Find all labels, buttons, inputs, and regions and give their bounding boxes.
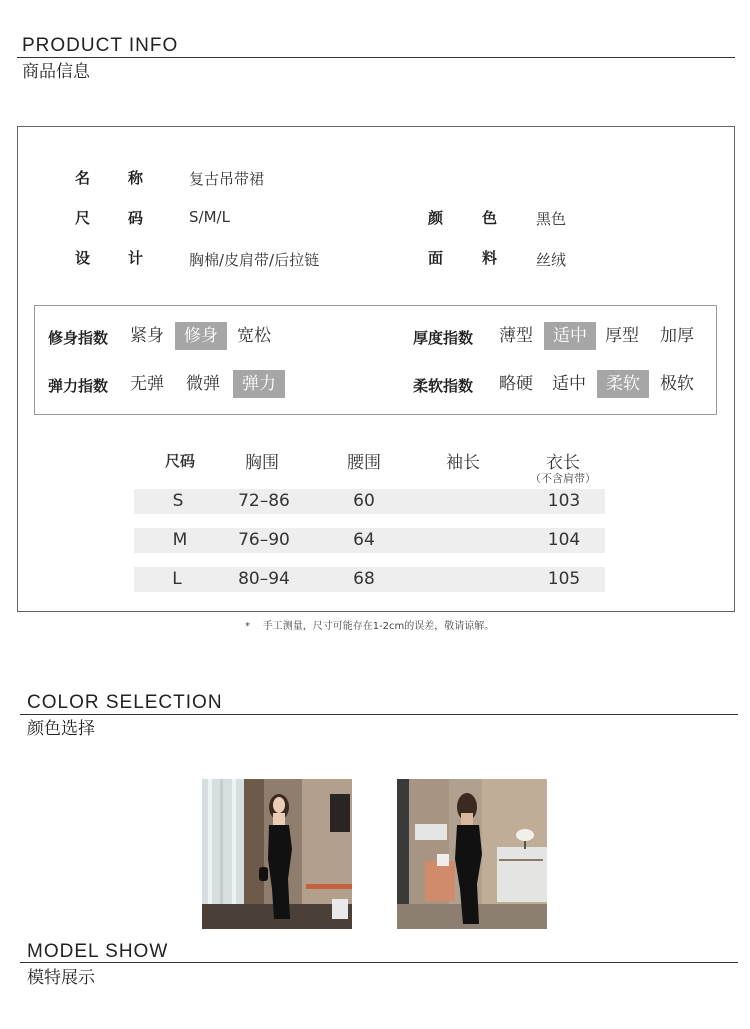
softness-option-selected: 柔软 — [597, 370, 649, 398]
fit-index-label: 修身指数 — [48, 329, 109, 347]
fit-option: 宽松 — [237, 326, 271, 346]
color-selection-title-cn: 颜色选择 — [27, 719, 95, 739]
softness-option: 极软 — [660, 374, 694, 394]
table-cell-size: M — [172, 530, 188, 550]
spec-size-key-1: 尺 — [75, 209, 91, 227]
spec-design-value: 胸棉/皮肩带/后拉链 — [189, 251, 320, 269]
spec-color-key-1: 颜 — [428, 209, 444, 227]
table-cell-length: 105 — [547, 569, 581, 589]
table-cell-chest: 72–86 — [238, 491, 290, 511]
model-show-title-cn: 模特展示 — [27, 968, 95, 988]
thickness-option: 厚型 — [605, 326, 639, 346]
product-info-divider — [17, 57, 735, 58]
size-table-header-size: 尺码 — [164, 452, 195, 470]
spec-fabric-key-2: 料 — [482, 249, 498, 267]
model-photo-1[interactable] — [202, 779, 352, 929]
model-show-title-en: MODEL SHOW — [27, 941, 169, 962]
thickness-option-selected: 适中 — [544, 322, 596, 350]
product-info-title-en: PRODUCT INFO — [22, 35, 179, 56]
table-cell-waist: 68 — [353, 569, 375, 589]
table-cell-waist: 60 — [353, 491, 375, 511]
stretch-option-selected: 弹力 — [233, 370, 285, 398]
table-cell-chest: 76–90 — [238, 530, 290, 550]
size-table-header-length: 衣长 — [546, 453, 580, 473]
spec-fabric-value: 丝绒 — [536, 251, 567, 269]
table-cell-length: 104 — [547, 530, 581, 550]
size-table-header-waist: 腰围 — [347, 453, 381, 473]
size-table-header-sleeve: 袖长 — [446, 453, 480, 473]
table-cell-waist: 64 — [353, 530, 375, 550]
stretch-index-label: 弹力指数 — [48, 377, 109, 395]
table-cell-size: L — [172, 569, 182, 589]
color-selection-title-en: COLOR SELECTION — [27, 692, 223, 713]
color-selection-divider — [20, 714, 738, 715]
table-cell-length: 103 — [547, 491, 581, 511]
spec-size-key-2: 码 — [128, 209, 144, 227]
model-photo-2[interactable] — [397, 779, 547, 929]
size-table-length-note: （不含肩带） — [530, 472, 596, 485]
fit-option: 紧身 — [130, 326, 164, 346]
thickness-option: 薄型 — [499, 326, 533, 346]
spec-name-key-1: 名 — [75, 169, 91, 187]
thickness-option: 加厚 — [660, 326, 694, 346]
spec-design-key-2: 计 — [128, 249, 144, 267]
fit-option-selected: 修身 — [175, 322, 227, 350]
spec-color-value: 黑色 — [536, 210, 567, 228]
spec-fabric-key-1: 面 — [428, 249, 444, 267]
softness-option: 略硬 — [499, 374, 533, 394]
measurement-note: * 手工测量，尺寸可能存在1-2cm的误差，敬请谅解。 — [245, 621, 495, 632]
spec-size-value: S/M/L — [189, 208, 230, 226]
softness-index-label: 柔软指数 — [413, 377, 474, 395]
softness-option: 适中 — [552, 374, 586, 394]
stretch-option: 无弹 — [130, 374, 164, 394]
model-show-divider — [20, 962, 738, 963]
spec-name-value: 复古吊带裙 — [189, 170, 265, 188]
stretch-option: 微弹 — [186, 374, 220, 394]
product-info-title-cn: 商品信息 — [22, 62, 90, 82]
size-table-header-chest: 胸围 — [245, 453, 279, 473]
thickness-index-label: 厚度指数 — [413, 329, 474, 347]
table-cell-chest: 80–94 — [238, 569, 290, 589]
spec-color-key-2: 色 — [482, 209, 498, 227]
spec-design-key-1: 设 — [75, 249, 91, 267]
table-cell-size: S — [172, 491, 184, 511]
spec-name-key-2: 称 — [128, 169, 144, 187]
